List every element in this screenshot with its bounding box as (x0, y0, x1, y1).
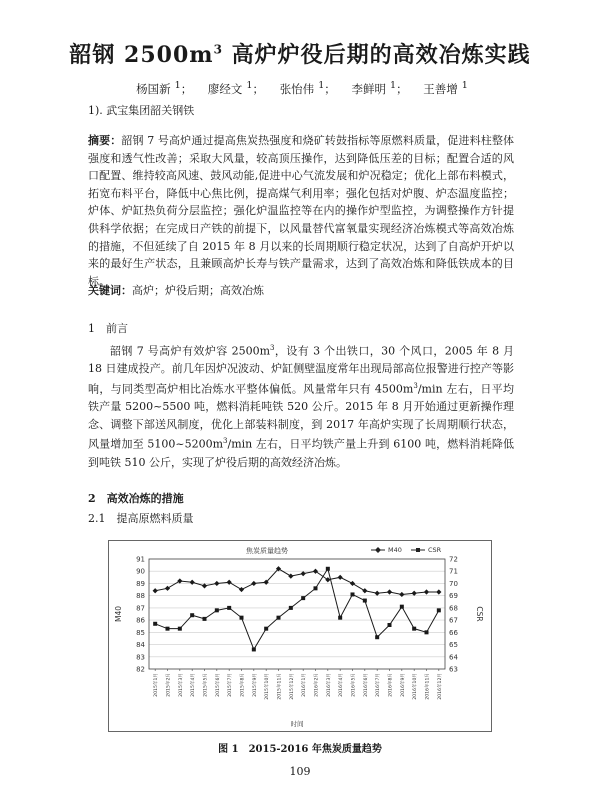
data-point-m40 (424, 589, 429, 594)
y-tick-left: 90 (136, 567, 145, 576)
data-point-m40 (301, 571, 306, 576)
data-point-csr (338, 616, 342, 620)
author-list (0, 80, 600, 97)
author-name: 杨国新 $^1$； (136, 80, 193, 96)
data-point-csr (425, 630, 429, 634)
data-point-csr (412, 627, 416, 631)
y-tick-left: 88 (136, 592, 145, 601)
data-point-csr (153, 622, 157, 626)
x-tick-label: 2016年3月 (326, 673, 332, 697)
y-tick-left: 87 (136, 604, 145, 613)
data-point-m40 (251, 581, 256, 586)
x-tick-label: 2015年7月 (228, 673, 234, 697)
x-axis-label: 时间 (290, 720, 304, 728)
data-point-csr (314, 586, 318, 590)
data-point-csr (326, 567, 330, 571)
series-line-csr (155, 569, 439, 650)
data-point-m40 (350, 581, 355, 586)
x-tick-label: 2015年12月 (289, 673, 295, 700)
x-tick-label: 2016年9月 (400, 673, 406, 697)
data-point-csr (363, 599, 367, 603)
y-tick-left: 83 (136, 653, 145, 662)
data-point-csr (351, 592, 355, 596)
x-tick-label: 2016年8月 (388, 673, 394, 697)
data-point-csr (277, 616, 281, 620)
data-point-m40 (412, 591, 417, 596)
data-point-csr (178, 627, 182, 631)
y-tick-right: 69 (449, 592, 458, 601)
data-point-csr (264, 627, 268, 631)
data-point-csr (215, 608, 219, 612)
data-point-m40 (214, 581, 219, 586)
x-tick-label: 2015年10月 (265, 673, 271, 700)
x-tick-label: 2016年4月 (339, 673, 345, 697)
y-tick-left: 85 (136, 628, 145, 637)
y-tick-right: 65 (449, 641, 458, 650)
x-tick-label: 2015年11月 (277, 673, 283, 700)
data-point-csr (166, 627, 170, 631)
data-point-csr (203, 617, 207, 621)
x-tick-label: 2016年7月 (376, 673, 382, 697)
data-point-m40 (239, 587, 244, 592)
chart-svg (109, 541, 491, 731)
author-name: 李鲜明 $^1$； (351, 80, 408, 96)
y-tick-left: 89 (136, 579, 145, 588)
data-point-csr (289, 606, 293, 610)
y-tick-right: 63 (449, 665, 458, 674)
x-tick-label: 2015年3月 (178, 673, 184, 697)
y-axis-label-left: M40 (114, 605, 123, 623)
y-tick-left: 82 (136, 665, 145, 674)
legend-marker-csr (416, 548, 420, 552)
data-point-m40 (399, 592, 404, 597)
data-point-csr (227, 606, 231, 610)
x-tick-label: 2015年6月 (215, 673, 221, 697)
data-point-m40 (362, 588, 367, 593)
data-point-csr (252, 647, 256, 651)
affiliation: 1). 武宝集团韶关钢铁 (88, 104, 195, 117)
paper-title: 韶钢 $2500m^3$ 高炉炉役后期的高效冶炼实践 (69, 42, 531, 68)
x-tick-label: 2016年1月 (302, 673, 308, 697)
keywords-text: 高炉；炉役后期；高效冶炼 (132, 284, 264, 297)
data-point-m40 (190, 580, 195, 585)
data-point-csr (190, 613, 194, 617)
y-tick-right: 66 (449, 628, 458, 637)
data-point-m40 (153, 588, 158, 593)
y-tick-left: 91 (136, 555, 145, 564)
legend-marker-m40 (375, 547, 381, 553)
keywords (88, 282, 514, 298)
y-tick-right: 68 (449, 604, 458, 613)
x-tick-label: 2015年9月 (252, 673, 258, 697)
chart-title: 焦炭质量趋势 (246, 547, 288, 555)
x-tick-label: 2016年2月 (314, 673, 320, 697)
y-axis-label-right: CSR (475, 606, 484, 622)
abstract-text: 韶钢 7 号高炉通过提高焦炭热强度和烧矿转鼓指标等原燃料质量，促进料柱整体强度和透气性改善；采取大风量，较高顶压操作，达到降低压差的目标；配置合适的风口配置、维持较高风速、鼓风动能,促进中心气流发展和炉况稳定；优化上部布料模式，拓宽布料平台，降低中心焦比例，提高煤气利用率；强化包括对炉腹、炉态温度监控；炉体、炉缸热负荷分层监控；强化炉温监控等在内的操作炉型监控，为调整操作方针提供科学依据；在完成日产铁的前提下，以风量替代富氧量实现经济冶炼模式等高效冶炼的措施，不但延续了自 2015 年 8 月以来的长周期顺行稳定状况，达到了自高炉开炉以来的最好生产状态，且兼顾高炉长寿与铁产量需求，达到了高效冶炼和降低铁成本的目标。 (88, 134, 515, 288)
y-tick-right: 72 (449, 555, 458, 564)
y-tick-left: 84 (136, 641, 145, 650)
x-tick-label: 2015年4月 (191, 673, 197, 697)
data-point-m40 (202, 583, 207, 588)
data-point-csr (240, 616, 244, 620)
y-tick-right: 67 (449, 616, 458, 625)
data-point-m40 (338, 575, 343, 580)
figure-caption: 图 1 2015-2016 年焦炭质量趋势 (218, 744, 382, 755)
data-point-m40 (288, 574, 293, 579)
data-point-csr (375, 635, 379, 639)
legend-label-m40: M40 (388, 546, 402, 554)
data-point-m40 (177, 578, 182, 583)
keywords-label: 关键词： (88, 284, 132, 297)
coke-quality-chart (108, 540, 492, 732)
x-tick-label: 2015年5月 (203, 673, 209, 697)
y-tick-right: 70 (449, 579, 458, 588)
x-tick-label: 2016年5月 (351, 673, 357, 697)
data-point-csr (400, 605, 404, 609)
data-point-csr (301, 596, 305, 600)
author-name: 王善增 $^1$ (423, 80, 468, 96)
y-tick-right: 71 (449, 567, 458, 576)
data-point-m40 (436, 589, 441, 594)
data-point-csr (388, 623, 392, 627)
data-point-m40 (387, 589, 392, 594)
series-line-m40 (155, 569, 439, 595)
data-point-m40 (375, 591, 380, 596)
author-name: 廖经文 $^1$； (207, 80, 265, 96)
x-tick-label: 2015年1月 (154, 673, 160, 697)
x-tick-label: 2015年8月 (240, 673, 246, 697)
section-heading-measures: 2 高效冶炼的措施 (88, 492, 184, 505)
data-point-m40 (165, 586, 170, 591)
intro-paragraph: 韶钢 7 号高炉有效炉容 $2500m^3$，设有 3 个出铁口，30 个风口，2005 年 8 月 18 日建成投产。前几年因炉况波动、炉缸侧壁温度常年出现局部高位报警进行控产等影响，与同类型高炉相比冶炼水平整体偏低。风量常年只有 $4500m^3/\min$ 左右，日平均铁产量 5200~5500 吨，燃料消耗吨铁 520 公斤。2015 年 8 月开始通过更新操作理念、调整下部送风制度，优化上部装料制度，到 2017 年高炉实现了长周期顺行状态，风量增加至 $5100\sim 5200m^3/\min$ 左右，日平均铁产量上升到 6100 吨，燃料消耗降低到吨铁 510 公斤，实现了炉役后期的高效经济冶炼。 (88, 344, 514, 469)
legend-label-csr: CSR (428, 546, 442, 554)
x-tick-label: 2016年6月 (363, 673, 369, 697)
x-tick-label: 2015年2月 (166, 673, 172, 697)
data-point-m40 (227, 580, 232, 585)
subsection-heading: 2.1 提高原燃料质量 (88, 512, 194, 525)
x-tick-label: 2016年10月 (413, 673, 419, 700)
section-heading-intro: 1 前言 (88, 322, 128, 335)
y-tick-left: 86 (136, 616, 145, 625)
data-point-csr (437, 608, 441, 612)
x-tick-label: 2016年11月 (425, 673, 431, 700)
author-name: 张怡伟 $^1$； (279, 80, 336, 96)
abstract-label: 摘要： (88, 134, 122, 147)
x-tick-label: 2016年12月 (437, 673, 443, 700)
page-number: 109 (289, 765, 311, 778)
abstract (88, 132, 514, 290)
y-tick-right: 64 (449, 653, 458, 662)
